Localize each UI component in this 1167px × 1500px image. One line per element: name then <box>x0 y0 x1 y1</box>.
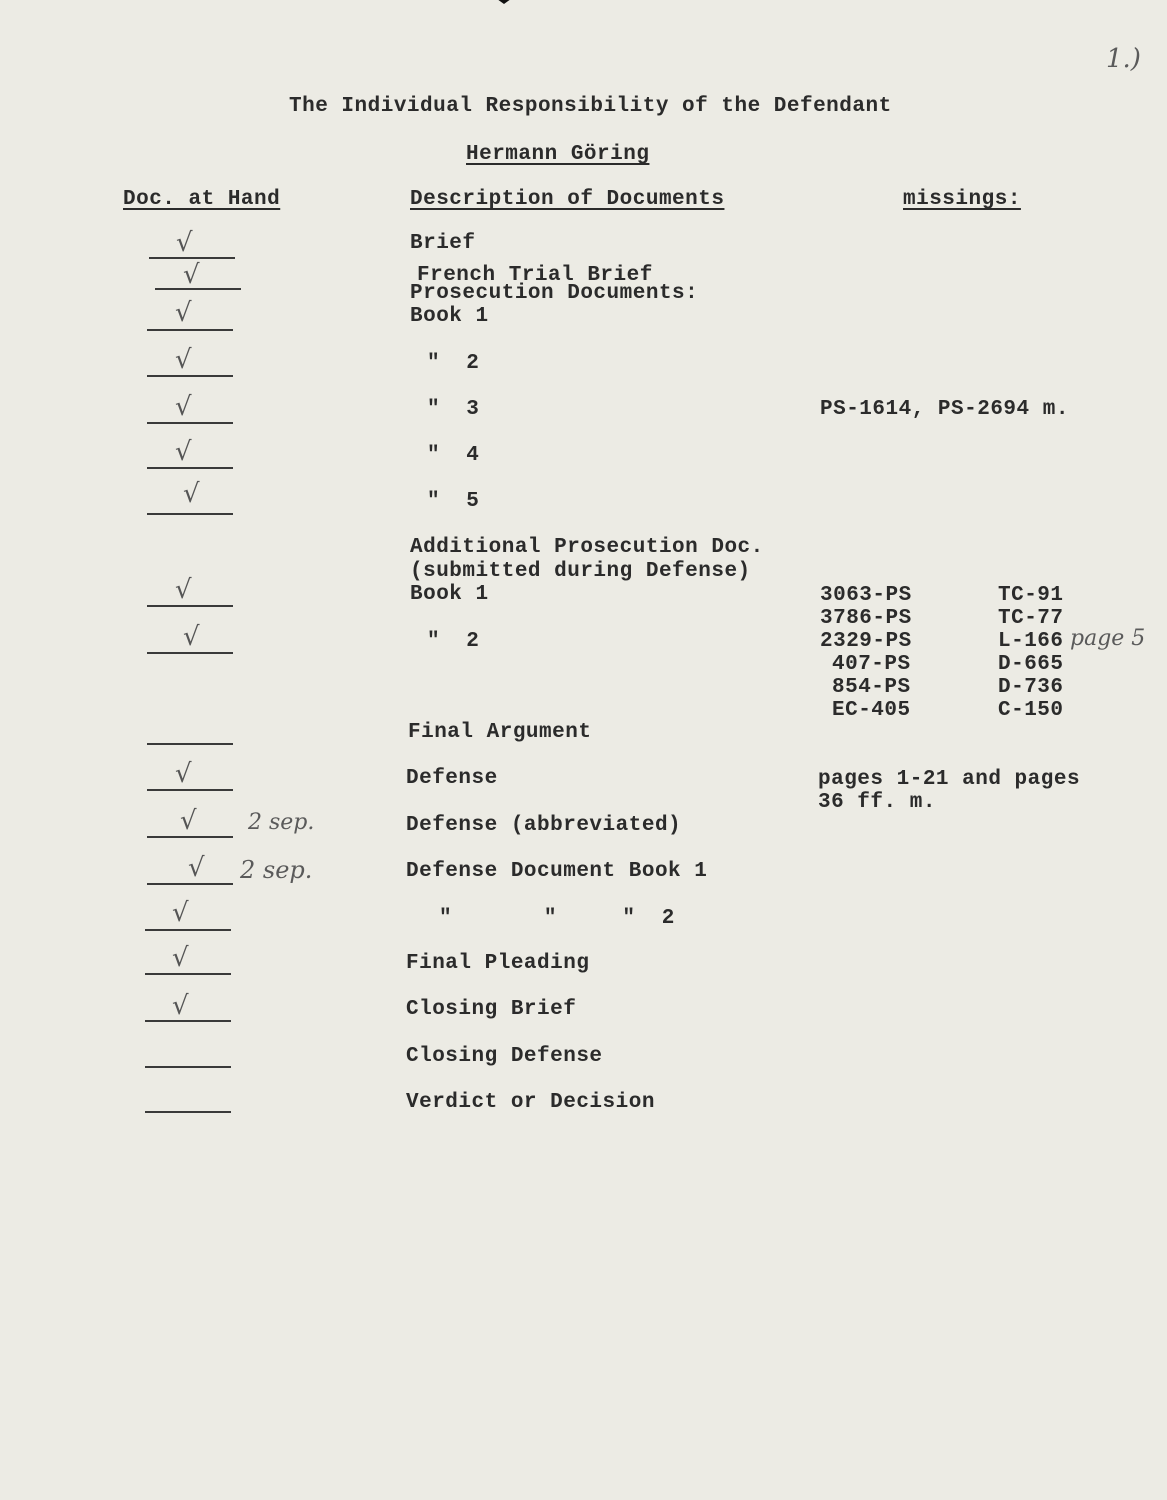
missing-doc: D-665 <box>998 653 1064 676</box>
item-label: Prosecution Documents: <box>410 282 699 305</box>
missing-doc: 407-PS <box>832 653 911 676</box>
checkmark: √ <box>172 943 189 973</box>
item-label: " 2 <box>427 352 480 375</box>
item-label: Book 1 <box>410 583 489 606</box>
document-title: The Individual Responsibility of the Defendant <box>289 95 892 118</box>
item-label: Verdict or Decision <box>406 1091 655 1114</box>
item-label: " 2 <box>427 630 480 653</box>
check-line <box>147 836 233 838</box>
check-line <box>147 743 233 745</box>
check-line <box>147 513 233 515</box>
item-label: " 4 <box>427 444 480 467</box>
checkmark: √ <box>175 437 192 467</box>
item-label: Book 1 <box>410 305 489 328</box>
missing-defense-line2: 36 ff. m. <box>818 791 936 814</box>
missing-doc: 2329-PS <box>820 630 912 653</box>
check-line <box>147 789 233 791</box>
check-line <box>145 929 231 931</box>
item-label: Defense <box>406 767 498 790</box>
item-label: Defense Document Book 1 <box>406 860 708 883</box>
item-label: (submitted during Defense) <box>410 560 751 583</box>
check-line <box>145 1066 231 1068</box>
missing-doc: TC-91 <box>998 584 1064 607</box>
header-description: Description of Documents <box>410 188 725 211</box>
missing-doc: C-150 <box>998 699 1064 722</box>
item-label: Defense (abbreviated) <box>406 814 682 837</box>
check-line <box>145 1111 231 1113</box>
item-label: " " " 2 <box>439 907 675 930</box>
check-line <box>147 605 233 607</box>
check-line <box>147 467 233 469</box>
item-label: " 3 <box>427 398 480 421</box>
missing-defense-line1: pages 1-21 and pages <box>818 768 1081 791</box>
checkmark: √ <box>176 228 193 258</box>
item-label: French Trial Brief <box>417 264 653 287</box>
checkmark: √ <box>183 479 200 509</box>
checkmark: √ <box>183 622 200 652</box>
item-label: Final Pleading <box>406 952 590 975</box>
checkmark: √ <box>180 806 197 836</box>
missing-doc: 3063-PS <box>820 584 912 607</box>
check-line <box>147 652 233 654</box>
checkmark: √ <box>172 898 189 928</box>
checkmark: √ <box>175 345 192 375</box>
missing-doc: L-166 <box>998 630 1064 653</box>
check-line <box>147 883 233 885</box>
item-label: Closing Brief <box>406 998 577 1021</box>
checkmark: √ <box>183 260 200 290</box>
handwritten-note: 2 sep. <box>248 810 315 835</box>
item-label: Closing Defense <box>406 1045 603 1068</box>
missing-doc: TC-77 <box>998 607 1064 630</box>
checkmark: √ <box>188 853 205 883</box>
check-line <box>145 973 231 975</box>
checkmark: √ <box>175 575 192 605</box>
item-label: " 5 <box>427 490 480 513</box>
item-label: Additional Prosecution Doc. <box>410 536 764 559</box>
checkmark: √ <box>172 991 189 1021</box>
handwritten-note: 2 sep. <box>240 856 313 884</box>
checkmark: √ <box>175 392 192 422</box>
item-label: Final Argument <box>408 721 592 744</box>
missing-doc: 3786-PS <box>820 607 912 630</box>
header-doc-at-hand: Doc. at Hand <box>123 188 281 211</box>
item-label: Brief <box>410 232 476 255</box>
defendant-name: Hermann Göring <box>466 143 650 166</box>
corner-page-number: 1.) <box>1106 44 1141 74</box>
check-line <box>147 422 233 424</box>
check-line <box>147 329 233 331</box>
missing-doc: 854-PS <box>832 676 911 699</box>
header-missings: missings: <box>903 188 1021 211</box>
handwritten-page-note: page 5 <box>1070 626 1146 651</box>
binder-mark <box>490 0 518 4</box>
missing-doc: EC-405 <box>832 699 911 722</box>
checkmark: √ <box>175 759 192 789</box>
check-line <box>147 375 233 377</box>
missing-book3: PS-1614, PS-2694 m. <box>820 398 1069 421</box>
missing-doc: D-736 <box>998 676 1064 699</box>
checkmark: √ <box>175 298 192 328</box>
